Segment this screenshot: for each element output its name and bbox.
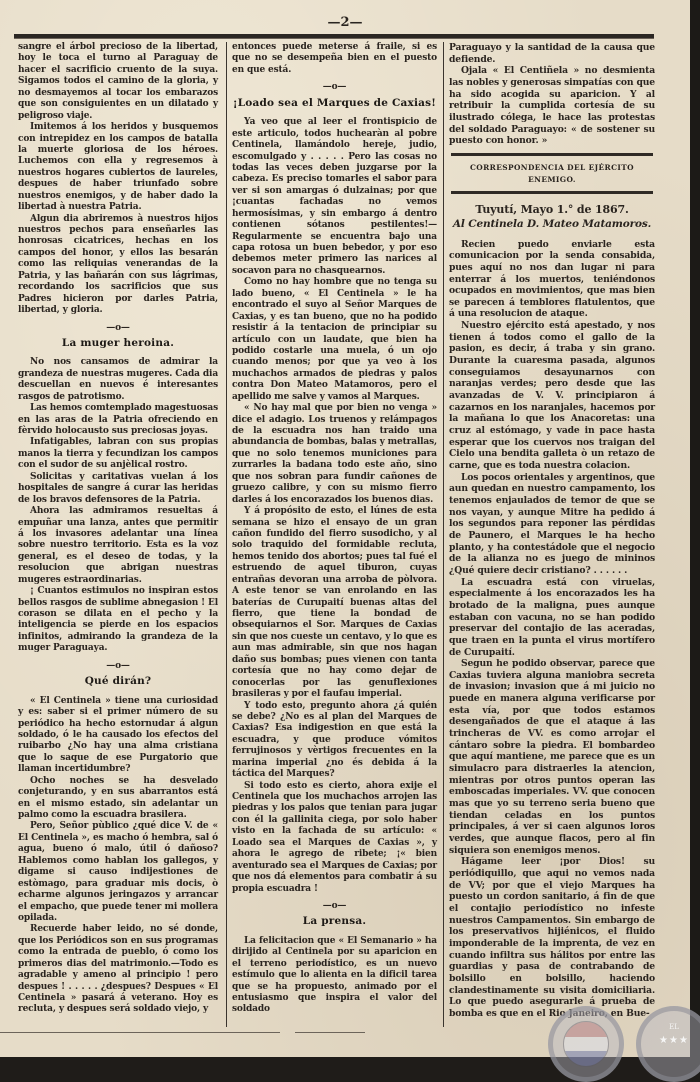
paragraph: « No hay mal que por bien no venga » dice el adagio. Los truenos y relámpagos de la escuadra nos han traido una abundancia de bombas, balas y metrallas, que no solo tenemos municiones para zurrarles la badana todo este año, sino que nos sobran para fundir cañones de gruezo calibre, y con su mismo fierro darles á los encorazados los buenos dias.: [232, 403, 437, 505]
paragraph: « El Centinela » tiene una curiosidad y es: saber si el primer número de su periódico ha hecho estornudar á algun soldado, ó le ha causado los efectos del ruibarbo ¿No hay una alma cristiana que lo saque de ese Purgatorio que llaman incertidumbre?: [18, 695, 218, 775]
header-rule: [14, 34, 654, 39]
separator: —o—: [322, 82, 347, 93]
paragraph: Imitemos á los heridos y busquemos con intrepidez en los campos de batalla la muerte gloriosa de los héroes. Luchemos con ella y regresemos à nuestros hogares cubiertos de laureles, despues de haber triunfado sobre nuestros enemigos, y de haber dado la libertad à nuestra Patria.: [18, 122, 218, 213]
column-divider-1: [226, 42, 227, 1027]
paragraph: Recien puedo enviarle esta comunicacion por la senda consabida, pues aquí no nos dan lugar ni para enterrar á los muertos, teniéndonos ocupados en movimientos, que mas bien se parecen á temblores flatulentos, que á una resolucion de ataque.: [449, 238, 655, 320]
seal-label: EL: [669, 1023, 679, 1031]
section-rule: [451, 153, 653, 156]
paragraph: Hágame leer ¡por Dios! su periódiquillo, que aqui no vemos nada de VV; por que el viejo Marques ha puesto un cordon sanitario, á fin de que el contajio periodístico no infeste nuestros Campamentos. Sin embargo de los preservativos hijiénicos, el fluido imponderable de la imprenta, de vez en cuando infiltra sus hálitos por entre las guardias y pasa de contrabando de bolsillo en bolsillo, haciendo clandestinamente su visita domiciliaria. Lo que puedo asegurarle á prueba de bomba es que en el Rio Janeiro, en Bue-: [449, 856, 655, 1019]
column-1: [18, 42, 218, 1016]
article-heading: La muger heroina.: [61, 336, 175, 349]
paragraph: Nuestro ejército está apestado, y nos tienen á todos como el gallo de la pasion, es decir, á traba y sin grano. Durante la cuaresma pasada, algunos conseguiamos desayunarnos con naranjas verdes; pero desde que las avanzadas de V. V. principiaron á cazarnos en los naranjales, hacemos por la mañana lo que los Anacoretas: una cruz al estómago, y vade in pace hasta esperar que los cuervos nos traigan del Cielo una bendita galleta ò un retazo de carne, que es toda nuestra colacion.: [449, 320, 655, 471]
footer-rule: [295, 1032, 365, 1033]
paragraph: Ya veo que al leer el frontispicio de este articulo, todos huchearàn al pobre Centinela, llamándolo hereje, judio, escomulgado y . . . . . Pero las cosas no todas las veces deben juzgarse por la cabeza. Es preciso tomarles el sabor para ver si son amargas ó dulzainas; por que ¡cuantas fachadas no vemos hermosísimas, y sin embargo á dentro contienen sótanos pestilentes!—Regularmente se encuentra bajo una capa rotosa un buen bebedor, y por eso debemos meter primero las narices al socavon para no chasquearnos.: [232, 117, 437, 276]
separator: —o—: [106, 322, 130, 333]
paragraph: Recuerde haber leido, no sé donde, que los Periódicos son en sus programas como la entrada de pueblo, ó como los primeros dias del matrimonio.—Todo es agradable y ameno al principio ! pero despues ! . . . . . ¿despues? Despues « El Centinela » pasará á veterano. Hoy es recluta, y despues será soldado viejo, y: [18, 924, 218, 1015]
section-title: CORRESPONDENCIA DEL EJÉRCITO ENEMIGO.: [470, 162, 634, 184]
col1-intro: [18, 42, 218, 317]
paragraph: Segun he podido observar, parece que Caxias tuviera alguna maniobra secreta de invasion; invasion que á mi juicio no puede en manera alguna verificarse por esta vía, por que todos estamos desengañados de que el ataque á las trincheras de VV. es como arrojar el cántaro sobre la piedra. El bombardeo que aquí mantiene, me parece que es un simulacro para distraerles la atencion, mientras por otros puntos operan las emboscadas imperiales. VV. que conocen mas que yo su terreno seria bueno que tiendan celadas en los puntos principales, á ver si caen algunos loros verdes, que aunque flacos, pero al fin siquiera son enemigos menos.: [449, 658, 655, 856]
column-3: [449, 42, 655, 1020]
section-rule: [451, 191, 653, 194]
article-heading: Qué dirán?: [84, 675, 152, 688]
flag-seal-watermark: [548, 1006, 624, 1082]
paragraph: La escuadra está con viruelas, especialmente á los encorazados les ha brotado de la maligna, pues aunque estaban con vacuna, no se han podido preservar del contajio de las aceradas, que traen en la punta el virus mortífero de Curupaití.: [449, 576, 655, 658]
paragraph: Infatigables, labran con sus propias manos la tierra y fecundizan los campos con el sudor de su anjèlical rostro.: [18, 437, 218, 471]
paragraph: ¡ Cuantos estimulos no inspiran estos bellos rasgos de sublime abnegasion ! El corason se dilata en el pecho y la inteligencia se pierde en los espacios infinitos, admirando la grandeza de la muger Paraguaya.: [18, 586, 218, 654]
separator: —o—: [322, 900, 347, 911]
paragraph: Si todo esto es cierto, ahora exije el Centinela que los muchachos arrojen las piedras y los palos que tenian para jugar con él la gallinita ciega, por solo haber visto en la fachada de su artículo: « Loado sea el Marques de Caxias », y ahora le agrego de ribete; ¡« bien aventurado sea el Marques de Caxias; por que nos dá elementos para combatir á su propia escuadra !: [232, 780, 437, 894]
paragraph: Y todo esto, pregunto ahora ¿á quién se debe? ¿No es al plan del Marques de Caxias? Esa indigestion en que está la escuadra, y que produce vómitos ferrujinosos y vèrtigos frecuentes en la marina imperial ¿no és debida á la táctica del Marques?: [232, 700, 437, 780]
paragraph: Las hemos comtemplado magestuosas en las aras de la Patria ofreciendo en fèrvido holocausto sus preciosas joyas.: [18, 403, 218, 436]
paragraph: sangre el árbol precioso de la libertad, hoy le toca el turno al Paraguay de hacer el sacrificio cruento de la suya. Sigamos todos el camino de la gloria, y no desmayemos al tocar los embarazos que son consiguientes en un dilatado y peligroso viaje.: [18, 42, 218, 121]
paragraph: Paraguayo y la santidad de la causa que defiende.: [449, 42, 655, 65]
stars-icon: ★★★: [659, 1035, 689, 1046]
paragraph: Y á propósito de esto, el lúnes de esta semana se hizo el ensayo de un gran cañon fundido del fierro susodicho, y al solo traquido del formidable recluta, hemos tenido dos abortos; pues tal fué el estruendo de aquel tiburon, cuyas entrañas devoran una arroba de pòlvora. A este tenor se van enrolando en las baterías de Curupaití buenas altas del fierro, que tiene la bondad de obsequiarnos el Sor. Marques de Caxias sin que nos cueste un centavo, y lo que es aun mas admirable, sin que nos hagan daño sus bombas; pues vienen con tanta cortesía que no hay como dejar de conocerlas por las genuflexiones brasileras y por el faufau imperial.: [232, 506, 438, 700]
paragraph: Ojala « El Centiñela » no desmienta las nobles y generosas simpatías con que ha sido acogida su aparicion. Y al retribuir la cumplida cortesía de su ilustrado cólega, le hace las protestas del soldado Paraguayo: « de sostener su puesto con honor. »: [449, 65, 655, 147]
stars-seal-watermark: [636, 1006, 700, 1082]
dateline: Tuyutí, Mayo 1.° de 1867.: [475, 203, 629, 217]
paragraph: Los pocos orientales y argentinos, que aun quedan en nuestro campamento, los tenemos enjaulados de temor de que se nos vayan, y aunque Mitre ha pedido á los segundos para reponer las pérdidas de Paunero, el Marques le ha hecho planto, y ha contestádole que el negocio de la alianza no es juego de mininos ¿Qué quiere decir cristiano? . . . . . .: [449, 471, 655, 576]
page-number: —2—: [327, 15, 363, 30]
article-heading: La prensa.: [302, 915, 367, 928]
paragraph: Ocho noches se ha desvelado conjeturando, y en sus abarrantos está en el mismo estado, sin adelantar un palmo como la escuadra brasilera.: [18, 775, 218, 820]
paragraph: entonces puede meterse á fraile, si es que no se desempeña bien en el puesto en que está.: [232, 42, 437, 75]
paragraph: Como no hay hombre que no tenga su lado bueno, « El Centinela » le ha encontrado el suyo al Señor Marques de Caxias, y es tan bueno, que no ha podido resistir á la tentacion de principiar su artículo con un laudate, que bien ha podido costarle una muela, ó un ojo cuando menos; por que ya veo à los muchachos armados de piedras y palos contra Don Mateo Matamoros, pero el apellido me salve y vamos al Marques.: [232, 277, 437, 402]
paragraph: La felicitacion que « El Semanario » ha dirijido al Centinela por su aparicion en el terreno periodístico, es un nuevo estímulo que lo alienta en la dificil tarea que se ha propuesto, animado por el entusiasmo que inspira el valor del soldado: [232, 935, 437, 1015]
separator: —o—: [106, 660, 130, 671]
salutation: Al Centinela D. Mateo Matamoros.: [452, 217, 652, 230]
article-heading: ¡Loado sea el Marques de Caxias!: [232, 96, 437, 109]
paragraph: Algun dia abriremos à nuestros hijos nuestros pechos para enseñarles las honrosas cicatrices, hechas en los campos del honor, y ellos las besarán como las reliquias venerandas de la Patria, y las bañarán con sus lágrimas, recordando los sacrificios que sus Padres hicieron por darles Patria, libertad, y gloria.: [18, 213, 218, 316]
scan-border: [690, 0, 700, 1074]
paragraph: Solicitas y caritativas vuelan á los hospitales de sangre á curar las heridas de los bravos defensores de la Patria.: [18, 471, 218, 505]
paragraph: Ahora las admiramos resueltas á empuñar una lanza, antes que permitir á los invasores adelantar una línea sobre nuestro territorio. Esta es la voz general, es el deseo de todas, y la resolucion que abrigan nuestras mugeres estraordinarias.: [18, 506, 218, 585]
paragraph: No nos cansamos de admirar la grandeza de nuestras mugeres. Cada dia descuellan en nuevos é interesantes rasgos de patrotismo.: [18, 357, 218, 402]
footer-rule: [0, 1032, 280, 1033]
column-divider-2: [443, 42, 444, 1027]
column-2: [232, 42, 437, 1016]
paragraph: Pero, Señor pùblico ¿qué dice V. de « El Centinela », es macho ó hembra, sal ó agua, bueno ó malo, útil ó dañoso? Hablemos como hablan los gallegos, y digame si causo indijestiones de estòmago, para graduar mis docis, ò echarme algunos jeringazos y arrancar el empacho, que puede tener mi mollera opilada.: [18, 821, 218, 923]
